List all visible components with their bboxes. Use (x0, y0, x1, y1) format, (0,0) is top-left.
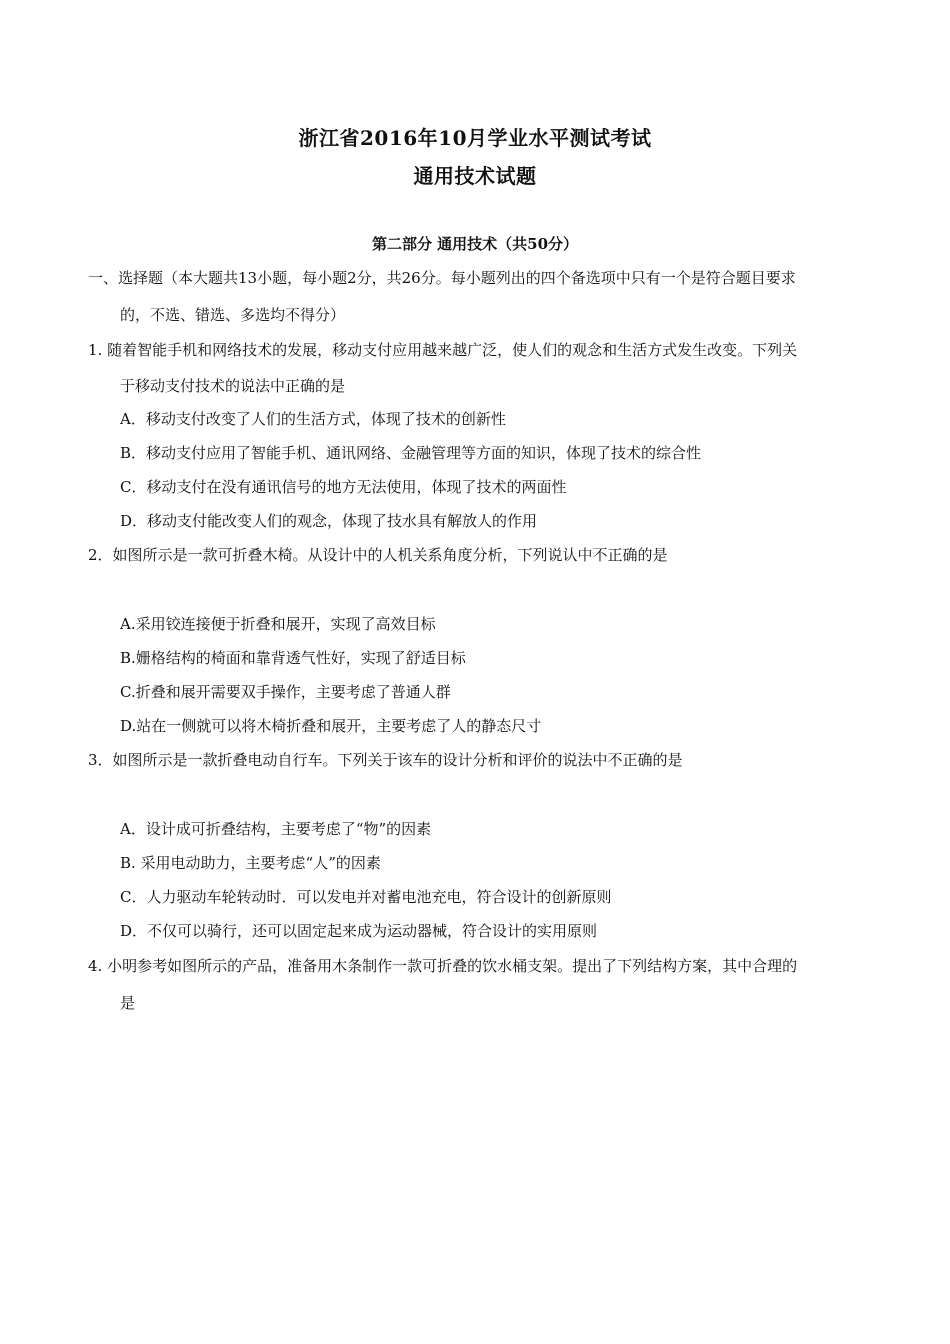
section-title: 第二部分 通用技术（共50分） (371, 235, 579, 253)
question-1-option-a: A．移动支付改变了人们的生活方式，体现了技术的创新性 (120, 410, 506, 428)
instructions-line-1: 一、选择题（本大题共13小题，每小题2分，共26分。每小题列出的四个备选项中只有一个是符合题目要求 (88, 269, 796, 287)
question-1-option-b: B．移动支付应用了智能手机、通讯网络、金融管理等方面的知识，体现了技术的综合性 (120, 444, 702, 462)
question-3-stem-line-1: 3．如图所示是一款折叠电动自行车。下列关于该车的设计分析和评价的说法中不正确的是 (88, 751, 683, 769)
question-2-option-b: B.姗格结构的椅面和靠背透气性好，实现了舒适目标 (120, 649, 466, 667)
question-4-stem-line-2: 是 (120, 994, 136, 1012)
question-2-stem-line-1: 2．如图所示是一款可折叠木椅。从设计中的人机关系角度分析，下列说认中不正确的是 (88, 546, 668, 564)
question-3-option-c: C．人力驱动车轮转动时．可以发电并对蓄电池充电，符合设计的创新原则 (120, 888, 612, 906)
question-2-option-a: A.采用铰连接便于折叠和展开，实现了高效目标 (120, 615, 436, 633)
question-2-option-c: C.折叠和展开需要双手操作，主要考虑了普通人群 (120, 683, 451, 701)
exam-subtitle: 通用技术试题 (413, 164, 537, 188)
question-3-option-d: D．不仅可以骑行，还可以固定起来成为运动器械，符合设计的实用原则 (120, 922, 598, 940)
exam-title: 浙江省2016年10月学业水平测试考试 (298, 126, 652, 150)
question-3-option-b: B. 采用电动助力，主要考虑“人”的因素 (120, 854, 381, 872)
instructions-line-2: 的，不选、错选、多选均不得分） (120, 306, 346, 324)
question-1-option-c: C．移动支付在没有通讯信号的地方无法使用，体现了技术的两面性 (120, 478, 567, 496)
question-3-option-a: A．设计成可折叠结构，主要考虑了“物”的因素 (120, 820, 432, 838)
question-4-stem-line-1: 4. 小明参考如图所示的产品，准备用木条制作一款可折叠的饮水桶支架。提出了下列结构方案，其中合理的 (88, 957, 798, 975)
question-1-option-d: D．移动支付能改变人们的观念，体现了技水具有解放人的作用 (120, 512, 538, 530)
question-1-stem-line-2: 于移动支付技术的说法中正确的是 (120, 377, 346, 395)
question-2-option-d: D.站在一侧就可以将木椅折叠和展开，主要考虑了人的静态尺寸 (120, 717, 542, 735)
question-1-stem-line-1: 1. 随着智能手机和网络技术的发展，移动支付应用越来越广泛，使人们的观念和生活方式发生改变。下列关 (88, 341, 798, 359)
